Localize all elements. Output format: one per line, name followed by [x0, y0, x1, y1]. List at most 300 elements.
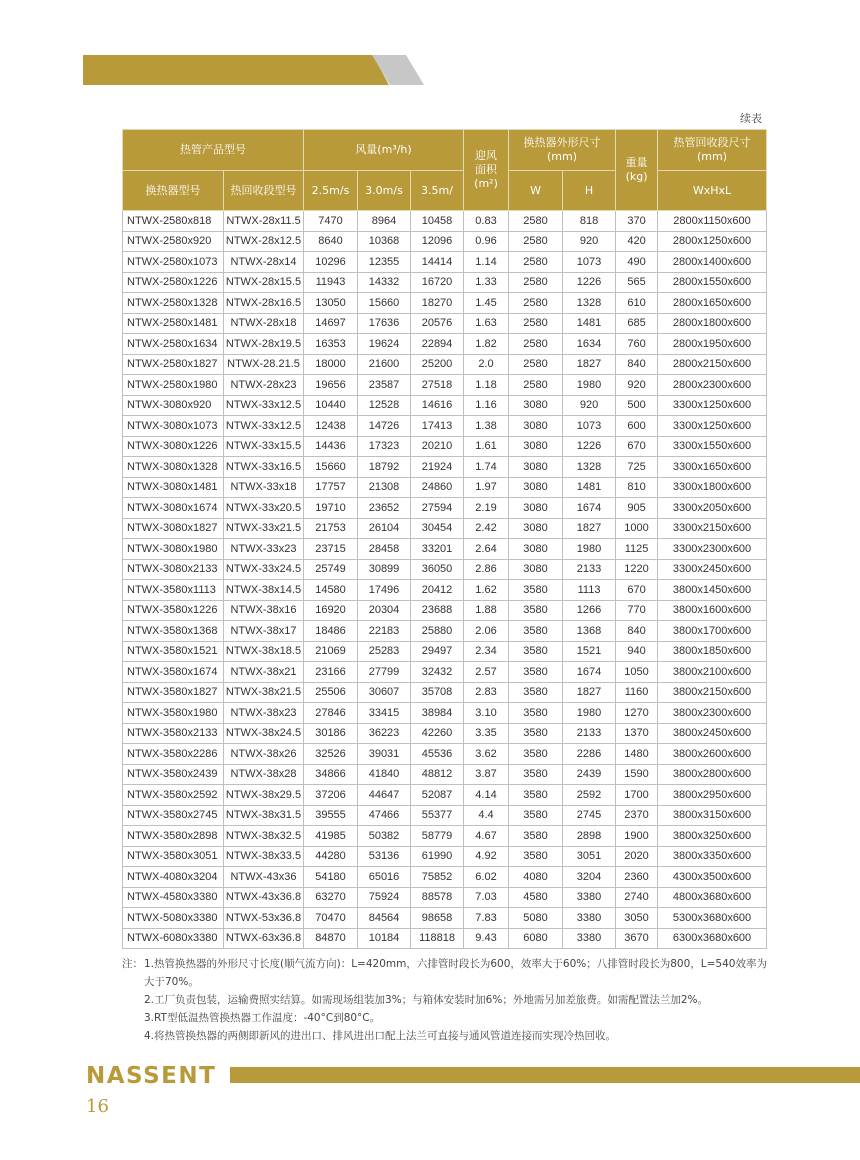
cell-height: 1328: [563, 293, 616, 314]
cell-height: 920: [563, 395, 616, 416]
cell-weight: 600: [616, 416, 658, 437]
cell-face-area: 3.35: [464, 723, 509, 744]
cell-weight: 770: [616, 600, 658, 621]
header-gold-bar: [83, 55, 389, 85]
cell-airflow-3-0: 65016: [358, 867, 411, 888]
cell-height: 2745: [563, 805, 616, 826]
cell-airflow-2-5: 10296: [304, 252, 358, 273]
cell-weight: 1480: [616, 744, 658, 765]
cell-height: 1827: [563, 518, 616, 539]
cell-recovery-model: NTWX-28x12.5: [224, 231, 304, 252]
cell-hx-model: NTWX-4580x3380: [123, 887, 224, 908]
note-item: 4.将热管换热器的两侧即新风的进出口、排风进出口配上法兰可直接与通风管道连接而实现冷热回收。: [144, 1030, 617, 1042]
cell-recovery-dims: 5300x3680x600: [658, 908, 767, 929]
cell-recovery-dims: 3300x1650x600: [658, 457, 767, 478]
cell-recovery-model: NTWX-38x33.5: [224, 846, 304, 867]
cell-recovery-dims: 3300x1250x600: [658, 395, 767, 416]
cell-recovery-model: NTWX-33x16.5: [224, 457, 304, 478]
cell-recovery-model: NTWX-33x23: [224, 539, 304, 560]
cell-airflow-3-5: 88578: [411, 887, 464, 908]
cell-face-area: 9.43: [464, 928, 509, 949]
cell-hx-model: NTWX-5080x3380: [123, 908, 224, 929]
cell-height: 2133: [563, 559, 616, 580]
cell-face-area: 4.67: [464, 826, 509, 847]
cell-weight: 670: [616, 436, 658, 457]
cell-recovery-dims: 3800x2100x600: [658, 662, 767, 683]
header-recovery-dims: 热管回收段尺寸(mm): [658, 130, 767, 171]
cell-airflow-2-5: 30186: [304, 723, 358, 744]
cell-weight: 1900: [616, 826, 658, 847]
cell-recovery-model: NTWX-28x14: [224, 252, 304, 273]
cell-airflow-3-0: 21308: [358, 477, 411, 498]
cell-height: 2592: [563, 785, 616, 806]
cell-height: 2898: [563, 826, 616, 847]
table-row: [123, 805, 767, 826]
cell-height: 1674: [563, 498, 616, 519]
continued-label: 续表: [740, 112, 762, 125]
table-row: [123, 293, 767, 314]
table-row: [123, 764, 767, 785]
cell-recovery-dims: 3800x1600x600: [658, 600, 767, 621]
cell-airflow-2-5: 23166: [304, 662, 358, 683]
cell-recovery-dims: 3300x2450x600: [658, 559, 767, 580]
cell-weight: 2370: [616, 805, 658, 826]
cell-hx-model: NTWX-3580x1368: [123, 621, 224, 642]
cell-weight: 2740: [616, 887, 658, 908]
cell-recovery-dims: 2800x1150x600: [658, 211, 767, 232]
cell-recovery-model: NTWX-38x29.5: [224, 785, 304, 806]
cell-width: 3580: [509, 723, 563, 744]
cell-recovery-model: NTWX-38x28: [224, 764, 304, 785]
cell-recovery-model: NTWX-38x21: [224, 662, 304, 683]
cell-recovery-model: NTWX-33x12.5: [224, 416, 304, 437]
cell-airflow-3-0: 14332: [358, 272, 411, 293]
table-row: [123, 436, 767, 457]
cell-airflow-3-5: 48812: [411, 764, 464, 785]
cell-face-area: 1.16: [464, 395, 509, 416]
cell-airflow-3-0: 44647: [358, 785, 411, 806]
cell-recovery-model: NTWX-33x18: [224, 477, 304, 498]
table-row: [123, 252, 767, 273]
cell-height: 1674: [563, 662, 616, 683]
cell-height: 1073: [563, 252, 616, 273]
table-row: [123, 887, 767, 908]
cell-weight: 840: [616, 621, 658, 642]
cell-width: 3080: [509, 477, 563, 498]
cell-airflow-3-5: 12096: [411, 231, 464, 252]
cell-face-area: 3.87: [464, 764, 509, 785]
cell-airflow-2-5: 44280: [304, 846, 358, 867]
cell-airflow-3-0: 18792: [358, 457, 411, 478]
header-h: H: [563, 171, 616, 211]
cell-height: 1481: [563, 477, 616, 498]
header-hx-model: 换热器型号: [123, 171, 224, 211]
cell-width: 3080: [509, 457, 563, 478]
cell-height: 1368: [563, 621, 616, 642]
cell-airflow-3-5: 38984: [411, 703, 464, 724]
cell-width: 4580: [509, 887, 563, 908]
table-row: [123, 498, 767, 519]
cell-width: 2580: [509, 354, 563, 375]
cell-recovery-dims: 3800x1850x600: [658, 641, 767, 662]
cell-weight: 500: [616, 395, 658, 416]
cell-width: 3080: [509, 416, 563, 437]
cell-height: 1073: [563, 416, 616, 437]
cell-airflow-2-5: 19710: [304, 498, 358, 519]
cell-recovery-model: NTWX-28.21.5: [224, 354, 304, 375]
cell-recovery-dims: 2800x2300x600: [658, 375, 767, 396]
cell-hx-model: NTWX-6080x3380: [123, 928, 224, 949]
cell-airflow-3-0: 23652: [358, 498, 411, 519]
cell-width: 2580: [509, 231, 563, 252]
cell-width: 3080: [509, 539, 563, 560]
cell-face-area: 1.62: [464, 580, 509, 601]
cell-hx-model: NTWX-2580x1980: [123, 375, 224, 396]
cell-weight: 760: [616, 334, 658, 355]
page-number: 16: [86, 1096, 109, 1117]
cell-hx-model: NTWX-2580x1481: [123, 313, 224, 334]
table-row: [123, 313, 767, 334]
header-airflow: 风量(m³/h): [304, 130, 464, 171]
table-row: [123, 580, 767, 601]
cell-height: 2133: [563, 723, 616, 744]
cell-airflow-2-5: 23715: [304, 539, 358, 560]
cell-width: 2580: [509, 272, 563, 293]
cell-height: 818: [563, 211, 616, 232]
cell-airflow-3-5: 23688: [411, 600, 464, 621]
table-row: [123, 682, 767, 703]
cell-face-area: 1.97: [464, 477, 509, 498]
header-w: W: [509, 171, 563, 211]
cell-width: 3580: [509, 600, 563, 621]
cell-airflow-3-5: 14414: [411, 252, 464, 273]
cell-airflow-3-0: 17496: [358, 580, 411, 601]
cell-recovery-dims: 3800x2800x600: [658, 764, 767, 785]
cell-airflow-3-5: 32432: [411, 662, 464, 683]
cell-face-area: 7.03: [464, 887, 509, 908]
cell-height: 1980: [563, 539, 616, 560]
table-row: [123, 211, 767, 232]
cell-weight: 670: [616, 580, 658, 601]
cell-face-area: 2.42: [464, 518, 509, 539]
cell-hx-model: NTWX-3080x1226: [123, 436, 224, 457]
note-item: 1.热管换热器的外形尺寸长度(顺气流方向)：L=420mm，六排管时段长为600，效率大于60%；八排管时段长为800，L=540效率为大于70%。: [144, 958, 767, 988]
cell-width: 3080: [509, 498, 563, 519]
cell-width: 3080: [509, 559, 563, 580]
cell-recovery-dims: 2800x1650x600: [658, 293, 767, 314]
cell-recovery-model: NTWX-28x23: [224, 375, 304, 396]
cell-face-area: 3.62: [464, 744, 509, 765]
cell-height: 3380: [563, 887, 616, 908]
cell-airflow-2-5: 27846: [304, 703, 358, 724]
table-row: [123, 785, 767, 806]
cell-recovery-dims: 3300x2050x600: [658, 498, 767, 519]
cell-face-area: 2.86: [464, 559, 509, 580]
cell-airflow-2-5: 39555: [304, 805, 358, 826]
table-row: [123, 539, 767, 560]
cell-width: 2580: [509, 211, 563, 232]
table-row: [123, 559, 767, 580]
spec-table: [122, 129, 767, 949]
cell-weight: 1050: [616, 662, 658, 683]
cell-airflow-2-5: 15660: [304, 457, 358, 478]
table-row: [123, 723, 767, 744]
table-row: [123, 600, 767, 621]
cell-recovery-model: NTWX-38x24.5: [224, 723, 304, 744]
cell-recovery-dims: 4800x3680x600: [658, 887, 767, 908]
note-item: 2.工厂负责包装，运输费照实结算。如需现场组装加3%；与箱体安装时加6%；外地需另加差旅费。如需配置法兰加2%。: [144, 994, 708, 1006]
cell-airflow-3-0: 30899: [358, 559, 411, 580]
cell-airflow-2-5: 37206: [304, 785, 358, 806]
table-row: [123, 477, 767, 498]
cell-recovery-dims: 2800x1950x600: [658, 334, 767, 355]
cell-width: 3580: [509, 846, 563, 867]
cell-face-area: 0.96: [464, 231, 509, 252]
cell-weight: 1125: [616, 539, 658, 560]
cell-weight: 1160: [616, 682, 658, 703]
cell-hx-model: NTWX-3080x1481: [123, 477, 224, 498]
table-row: [123, 908, 767, 929]
cell-face-area: 2.57: [464, 662, 509, 683]
cell-face-area: 3.10: [464, 703, 509, 724]
cell-airflow-2-5: 70470: [304, 908, 358, 929]
cell-hx-model: NTWX-4080x3204: [123, 867, 224, 888]
cell-face-area: 2.83: [464, 682, 509, 703]
cell-airflow-2-5: 7470: [304, 211, 358, 232]
header-whl: WxHxL: [658, 171, 767, 211]
cell-airflow-3-0: 20304: [358, 600, 411, 621]
cell-face-area: 2.64: [464, 539, 509, 560]
cell-recovery-dims: 3300x1250x600: [658, 416, 767, 437]
cell-hx-model: NTWX-2580x1328: [123, 293, 224, 314]
cell-width: 3580: [509, 703, 563, 724]
cell-weight: 920: [616, 375, 658, 396]
cell-height: 1481: [563, 313, 616, 334]
cell-recovery-dims: 3800x2300x600: [658, 703, 767, 724]
cell-airflow-3-5: 30454: [411, 518, 464, 539]
cell-airflow-3-0: 10368: [358, 231, 411, 252]
cell-width: 3580: [509, 826, 563, 847]
cell-airflow-2-5: 10440: [304, 395, 358, 416]
cell-hx-model: NTWX-3080x1674: [123, 498, 224, 519]
cell-airflow-3-5: 25880: [411, 621, 464, 642]
cell-height: 920: [563, 231, 616, 252]
cell-recovery-model: NTWX-38x31.5: [224, 805, 304, 826]
table-row: [123, 641, 767, 662]
cell-recovery-dims: 3300x1550x600: [658, 436, 767, 457]
cell-hx-model: NTWX-3580x2592: [123, 785, 224, 806]
cell-weight: 420: [616, 231, 658, 252]
table-row: [123, 457, 767, 478]
cell-height: 3380: [563, 928, 616, 949]
header-speed-3: 3.5m/: [411, 171, 464, 211]
cell-weight: 725: [616, 457, 658, 478]
cell-weight: 905: [616, 498, 658, 519]
cell-recovery-dims: 2800x2150x600: [658, 354, 767, 375]
cell-airflow-3-5: 22894: [411, 334, 464, 355]
cell-airflow-3-5: 98658: [411, 908, 464, 929]
cell-width: 2580: [509, 334, 563, 355]
cell-face-area: 1.18: [464, 375, 509, 396]
cell-face-area: 4.92: [464, 846, 509, 867]
cell-airflow-2-5: 14436: [304, 436, 358, 457]
cell-airflow-2-5: 17757: [304, 477, 358, 498]
table-row: [123, 416, 767, 437]
cell-recovery-model: NTWX-33x21.5: [224, 518, 304, 539]
cell-recovery-model: NTWX-43x36: [224, 867, 304, 888]
cell-hx-model: NTWX-3580x2286: [123, 744, 224, 765]
cell-recovery-dims: 3300x2300x600: [658, 539, 767, 560]
cell-recovery-dims: 4300x3500x600: [658, 867, 767, 888]
header-product-model: 热管产品型号: [123, 130, 304, 171]
cell-airflow-3-5: 42260: [411, 723, 464, 744]
cell-recovery-model: NTWX-28x15.5: [224, 272, 304, 293]
cell-width: 3080: [509, 395, 563, 416]
table-row: [123, 703, 767, 724]
cell-hx-model: NTWX-3080x2133: [123, 559, 224, 580]
cell-hx-model: NTWX-3080x1980: [123, 539, 224, 560]
cell-airflow-2-5: 12438: [304, 416, 358, 437]
cell-airflow-3-0: 75924: [358, 887, 411, 908]
cell-airflow-3-0: 10184: [358, 928, 411, 949]
table-row: [123, 272, 767, 293]
header-weight: 重量(kg): [616, 130, 658, 211]
cell-recovery-dims: 3800x2950x600: [658, 785, 767, 806]
cell-hx-model: NTWX-2580x818: [123, 211, 224, 232]
cell-weight: 1000: [616, 518, 658, 539]
cell-face-area: 6.02: [464, 867, 509, 888]
cell-width: 2580: [509, 293, 563, 314]
cell-face-area: 1.61: [464, 436, 509, 457]
cell-hx-model: NTWX-3080x1827: [123, 518, 224, 539]
table-row: [123, 354, 767, 375]
cell-airflow-3-5: 21924: [411, 457, 464, 478]
cell-hx-model: NTWX-2580x1226: [123, 272, 224, 293]
table-row: [123, 744, 767, 765]
cell-weight: 2020: [616, 846, 658, 867]
cell-width: 6080: [509, 928, 563, 949]
cell-airflow-3-5: 55377: [411, 805, 464, 826]
cell-hx-model: NTWX-3080x1073: [123, 416, 224, 437]
cell-hx-model: NTWX-3580x2439: [123, 764, 224, 785]
cell-airflow-2-5: 14697: [304, 313, 358, 334]
table-row: [123, 621, 767, 642]
cell-airflow-3-0: 27799: [358, 662, 411, 683]
cell-hx-model: NTWX-3080x1328: [123, 457, 224, 478]
cell-height: 1266: [563, 600, 616, 621]
cell-width: 4080: [509, 867, 563, 888]
cell-height: 3204: [563, 867, 616, 888]
brand-gold-line: [230, 1067, 860, 1083]
cell-hx-model: NTWX-3580x1980: [123, 703, 224, 724]
table-row: [123, 662, 767, 683]
cell-airflow-3-5: 16720: [411, 272, 464, 293]
cell-hx-model: NTWX-3580x1226: [123, 600, 224, 621]
table-row: [123, 231, 767, 252]
cell-width: 3580: [509, 682, 563, 703]
table-row: [123, 846, 767, 867]
cell-weight: 940: [616, 641, 658, 662]
cell-hx-model: NTWX-3580x1674: [123, 662, 224, 683]
cell-weight: 3670: [616, 928, 658, 949]
cell-airflow-3-5: 52087: [411, 785, 464, 806]
cell-height: 1328: [563, 457, 616, 478]
cell-hx-model: NTWX-3580x2898: [123, 826, 224, 847]
cell-recovery-model: NTWX-43x36.8: [224, 887, 304, 908]
cell-airflow-2-5: 16920: [304, 600, 358, 621]
cell-width: 2580: [509, 252, 563, 273]
cell-recovery-model: NTWX-38x23: [224, 703, 304, 724]
cell-airflow-3-0: 33415: [358, 703, 411, 724]
cell-airflow-3-0: 36223: [358, 723, 411, 744]
cell-airflow-3-5: 45536: [411, 744, 464, 765]
cell-airflow-2-5: 32526: [304, 744, 358, 765]
cell-face-area: 7.83: [464, 908, 509, 929]
cell-airflow-3-0: 17636: [358, 313, 411, 334]
cell-recovery-dims: 2800x1250x600: [658, 231, 767, 252]
cell-recovery-dims: 2800x1550x600: [658, 272, 767, 293]
cell-hx-model: NTWX-3580x2133: [123, 723, 224, 744]
cell-recovery-dims: 3800x3250x600: [658, 826, 767, 847]
cell-airflow-3-0: 50382: [358, 826, 411, 847]
cell-width: 3580: [509, 641, 563, 662]
cell-face-area: 0.83: [464, 211, 509, 232]
header-outline-dims: 换热器外形尺寸(mm): [509, 130, 616, 171]
cell-airflow-2-5: 18486: [304, 621, 358, 642]
header-recovery-model: 热回收段型号: [224, 171, 304, 211]
cell-airflow-3-5: 20576: [411, 313, 464, 334]
cell-recovery-dims: 3800x2450x600: [658, 723, 767, 744]
cell-face-area: 2.0: [464, 354, 509, 375]
cell-weight: 610: [616, 293, 658, 314]
cell-airflow-3-5: 20210: [411, 436, 464, 457]
cell-airflow-3-0: 30607: [358, 682, 411, 703]
cell-airflow-3-0: 12355: [358, 252, 411, 273]
cell-hx-model: NTWX-2580x1634: [123, 334, 224, 355]
cell-weight: 1220: [616, 559, 658, 580]
notes-section: [122, 955, 772, 1045]
cell-airflow-2-5: 41985: [304, 826, 358, 847]
cell-hx-model: NTWX-3580x1827: [123, 682, 224, 703]
cell-recovery-dims: 2800x1800x600: [658, 313, 767, 334]
cell-height: 1634: [563, 334, 616, 355]
cell-recovery-model: NTWX-28x19.5: [224, 334, 304, 355]
cell-height: 1827: [563, 354, 616, 375]
cell-airflow-3-0: 15660: [358, 293, 411, 314]
cell-airflow-3-0: 53136: [358, 846, 411, 867]
cell-recovery-dims: 3800x2600x600: [658, 744, 767, 765]
cell-airflow-2-5: 25749: [304, 559, 358, 580]
cell-airflow-3-0: 19624: [358, 334, 411, 355]
cell-height: 1113: [563, 580, 616, 601]
cell-airflow-3-5: 33201: [411, 539, 464, 560]
cell-face-area: 1.38: [464, 416, 509, 437]
note-item: 3.RT型低温热管换热器工作温度：-40°C到80°C。: [144, 1012, 381, 1024]
cell-recovery-model: NTWX-38x14.5: [224, 580, 304, 601]
cell-airflow-2-5: 54180: [304, 867, 358, 888]
cell-airflow-3-0: 84564: [358, 908, 411, 929]
cell-width: 3080: [509, 518, 563, 539]
cell-airflow-3-5: 35708: [411, 682, 464, 703]
cell-airflow-3-0: 41840: [358, 764, 411, 785]
cell-airflow-3-0: 28458: [358, 539, 411, 560]
cell-recovery-model: NTWX-28x18: [224, 313, 304, 334]
cell-airflow-3-5: 58779: [411, 826, 464, 847]
cell-hx-model: NTWX-3580x1113: [123, 580, 224, 601]
cell-height: 1827: [563, 682, 616, 703]
cell-airflow-3-5: 20412: [411, 580, 464, 601]
cell-airflow-3-5: 14616: [411, 395, 464, 416]
